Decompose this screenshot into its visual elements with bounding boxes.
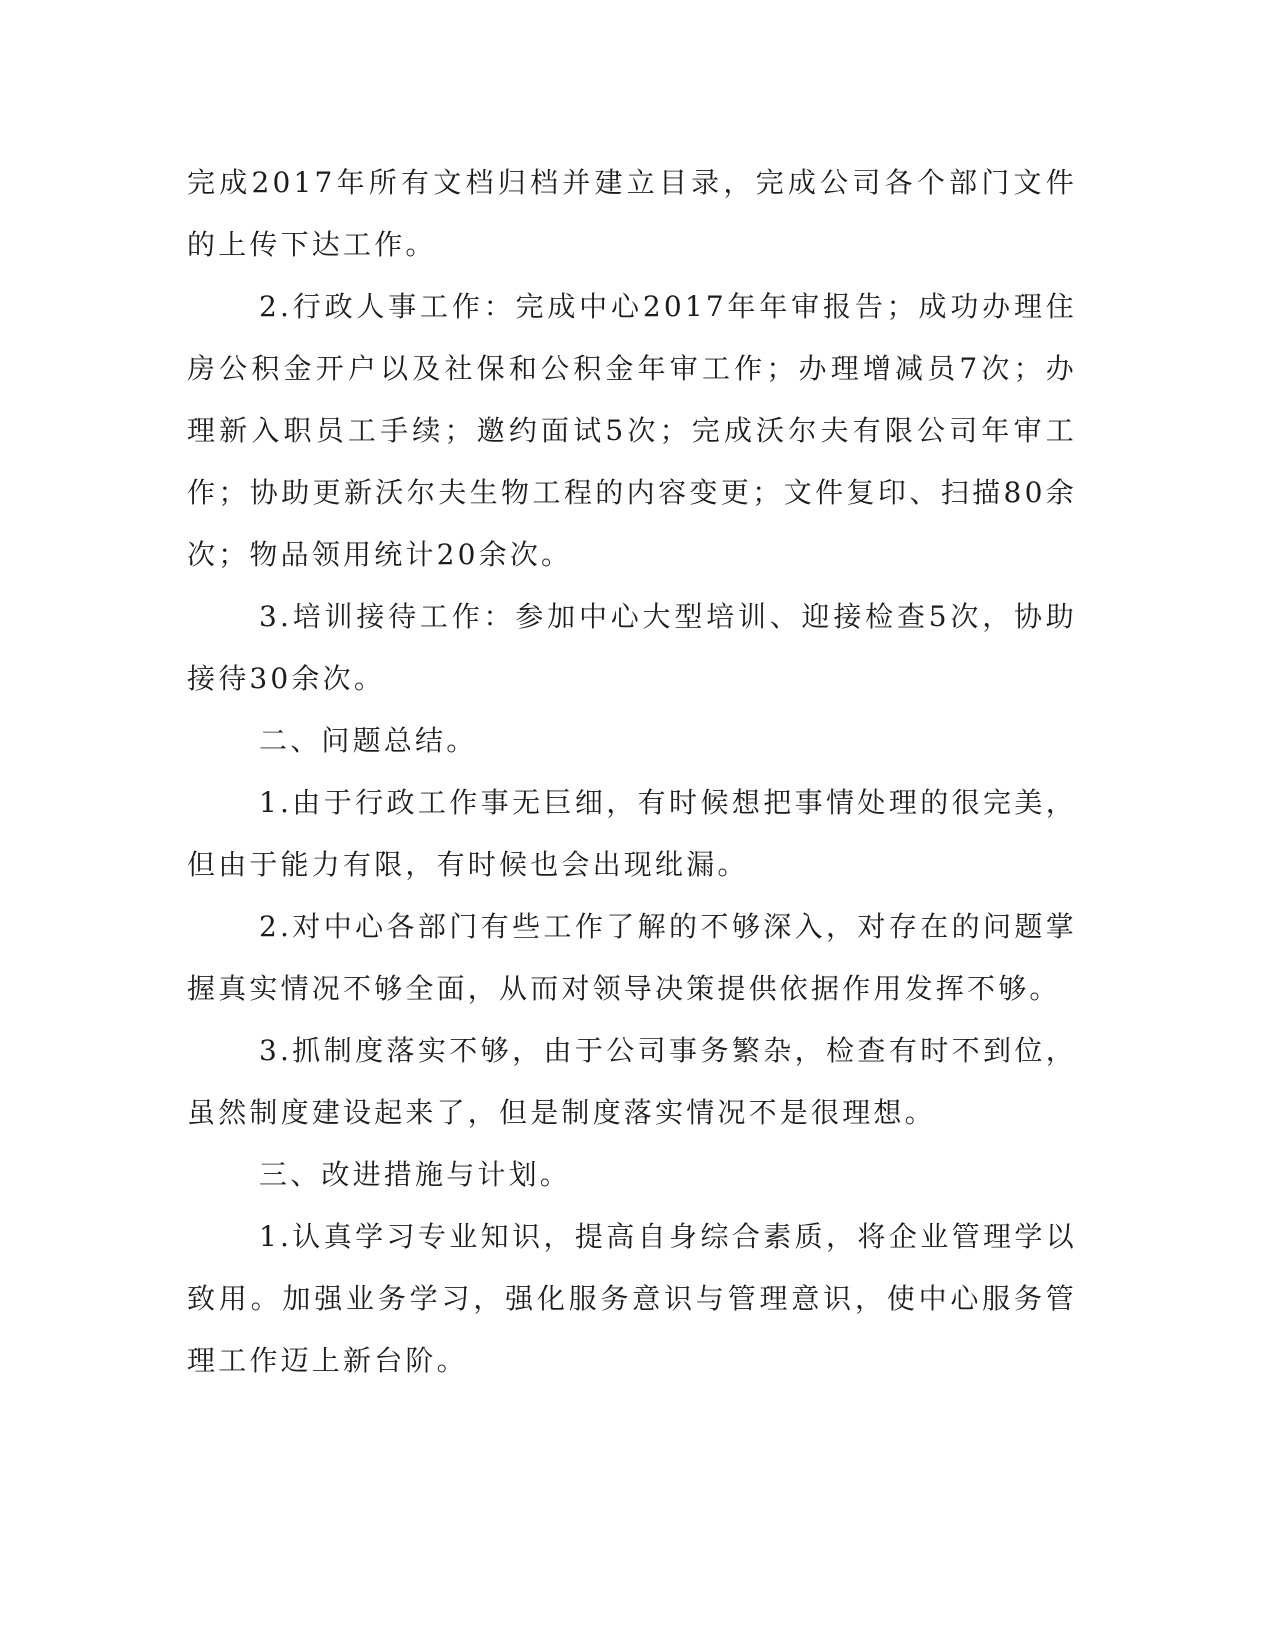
paragraph-admin-hr-work: 2.行政人事工作：完成中心2017年年审报告；成功办理住房公积金开户以及社保和公积金年审工作；办理增减员7次；办理新入职员工手续；邀约面试5次；完成沃尔夫有限公司年审工作；协助更新沃尔夫生物工程的内容变更；文件复印、扫描80余次；物品领用统计20余次。 [187, 290, 1077, 571]
section-heading-problems: 二、问题总结。 [259, 724, 478, 757]
paragraph-problem-3: 3.抓制度落实不够，由于公司事务繁杂，检查有时不到位，虽然制度建设起来了，但是制度落实情况不是很理想。 [187, 1034, 1077, 1129]
paragraph-training-reception: 3.培训接待工作：参加中心大型培训、迎接检查5次，协助接待30余次。 [187, 600, 1077, 695]
paragraph-problem-1: 1.由于行政工作事无巨细，有时候想把事情处理的很完美，但由于能力有限，有时候也会出现纰漏。 [187, 786, 1077, 881]
section-heading-improvements: 三、改进措施与计划。 [259, 1158, 572, 1191]
paragraph-improvement-1: 1.认真学习专业知识，提高自身综合素质，将企业管理学以致用。加强业务学习，强化服务意识与管理意识，使中心服务管理工作迈上新台阶。 [187, 1220, 1077, 1377]
document-page [187, 152, 1077, 1392]
paragraph-continuation: 完成2017年所有文档归档并建立目录，完成公司各个部门文件的上传下达工作。 [187, 166, 1077, 261]
paragraph-problem-2: 2.对中心各部门有些工作了解的不够深入，对存在的问题掌握真实情况不够全面，从而对领导决策提供依据作用发挥不够。 [187, 910, 1077, 1005]
